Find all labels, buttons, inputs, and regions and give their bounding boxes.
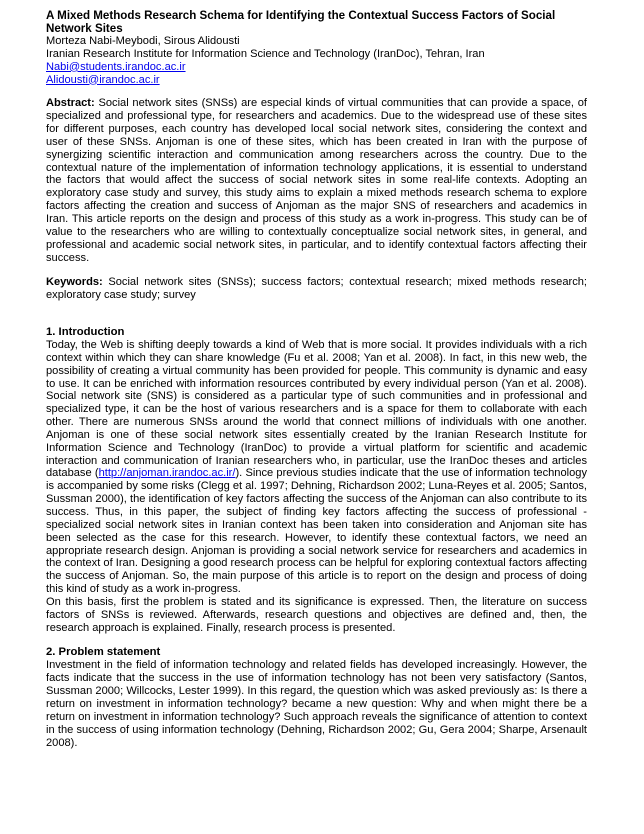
section-introduction xyxy=(46,326,587,634)
intro-text-after-link: ). Since previous studies indicate that the use of information technology is accompanied by some risks (Clegg et al. 1997; Dehning, Richardson 2002; Luna-Reyes et al. 2005; Santos, Sussman 2000), the identification of key factors affecting the success of the Anjoman can also contribute to its success. Thus, in this paper, the subject of finding key factors affecting the success of professional - specialized social network sites in Iranian context has been taken into consideration and Anjoman site has been selected as the case for this research. However, to identify these contextual factors, we need an appropriate research design. Anjoman is providing a social network service for researchers and academics in the context of Iran. Designing a good research process can be helpful for exploring contextual factors affecting the success of Anjoman. So, the main purpose of this article is to report on the design and process of doing this kind of study as a work in-progress. xyxy=(46,467,587,596)
authors: Morteza Nabi-Meybodi, Sirous Alidousti xyxy=(46,35,240,47)
intro-text-before-link: Today, the Web is shifting deeply towards a kind of Web that is more social. It provides individuals with a rich context within which they can share knowledge (Fu et al. 2008; Yan et al. 2008). In fact, in this new web, the possibility of creating a virtual community has been provided for people. This community is dynamic and easy to use. It can be enriched with information resources contributed by every individual person (Yan et al. 2008). Social network site (SNS) is considered as a particular type of such communities and in professional and specialized type, it can be the host of various researchers and is a space for them to collaborate with each other. There are numerous SNSs around the world that connect millions of individuals with one another. Anjoman is one of these social network sites essentially created by the Iranian Research Institute for Information Science and Technology (IranDoc) to provide a virtual platform for scientific and academic interaction and communication of Iranian researchers who, in particular, use the IranDoc theses and articles database ( xyxy=(46,339,587,480)
abstract xyxy=(46,97,587,264)
keywords-text: Social network sites (SNSs); success factors; contextual research; mixed methods research; exploratory case study; survey xyxy=(46,276,587,302)
keywords-label: Keywords: xyxy=(46,276,103,289)
abstract-text: Social network sites (SNSs) are especial kinds of virtual communities that can provide a space, of specialized and professional type, for researchers and academics. Due to the widespread use of these sites for different purposes, each country has developed local social network sites, considering the context and user of these SNSs. Anjoman is one of these sites, which has been created in Iran with the purpose of synergizing scientific interaction and communication among researchers across the country. Due to the contextual nature of the implementation of information technology applications, it is essential to understand the factors that would affect the success of social network sites in some real-life contexts. Adopting an exploratory case study and survey, this study aims to explain a mixed methods research schema to explore factors affecting the creation and success of Anjoman as the major SNS of researchers and academics in Iran. This article reports on the design and process of this study as a work in-progress. This study can be of value to the researchers who are willing to contextually conceptualize social network sites, in general, and professional and academic social network sites, in particular, and to identify contextual factors affecting their success. xyxy=(46,97,587,264)
section-heading-introduction: 1. Introduction xyxy=(46,326,125,339)
affiliation: Iranian Research Institute for Information Science and Technology (IranDoc), Tehran, Iran xyxy=(46,47,485,60)
intro-paragraph-1 xyxy=(46,339,587,596)
paper-title: A Mixed Methods Research Schema for Identifying the Contextual Success Factors of Social Network Sites xyxy=(46,9,556,35)
anjoman-url-link[interactable]: http://anjoman.irandoc.ac.ir/ xyxy=(98,467,236,480)
paper-meta xyxy=(46,35,587,86)
keywords xyxy=(46,276,587,302)
section-heading-problem-statement: 2. Problem statement xyxy=(46,646,161,659)
intro-paragraph-2: On this basis, first the problem is stated and its significance is expressed. Then, the literature on success factors of SNSs is reviewed. Afterwards, research questions and objectives are defined and, then, the research approach is explained. Finally, research process is presented. xyxy=(46,595,587,634)
email-link-1[interactable]: Nabi@students.irandoc.ac.ir xyxy=(46,60,186,73)
section-problem-statement xyxy=(46,646,587,749)
problem-paragraph-1: Investment in the field of information technology and related fields has developed increasingly. However, the facts indicate that the success in the use of information technology has not been very satisfactory (Santos, Sussman 2000; Willcocks, Lester 1999). In this regard, the question which was asked previously as: Is there a return on investment in information technology? became a new question: Why and when might there be a return on investment in information technology? Such approach reveals the significance of attention to context in the success of using information technology (Dehning, Richardson 2002; Gu, Gera 2004; Sharpe, Arsenault 2008). xyxy=(46,659,587,749)
email-link-2[interactable]: Alidousti@irandoc.ac.ir xyxy=(46,73,160,86)
abstract-label: Abstract: xyxy=(46,97,95,110)
